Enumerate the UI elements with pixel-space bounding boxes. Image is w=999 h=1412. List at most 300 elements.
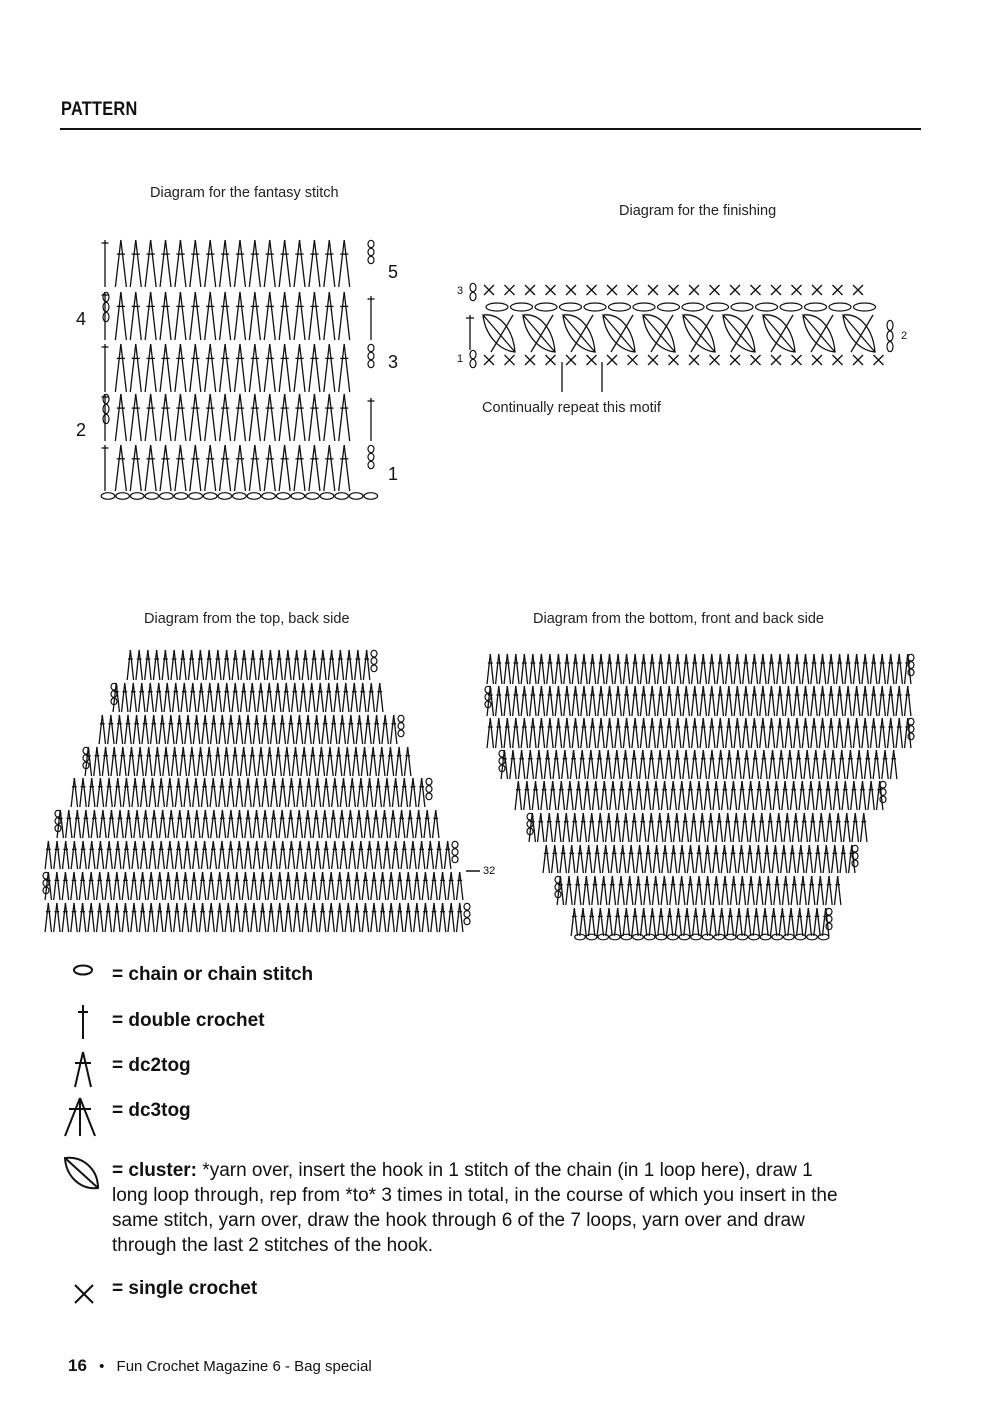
dc2tog-stitch [521,718,524,748]
dc2tog-stitch [850,750,853,779]
dc2tog-stitch [802,686,805,716]
dc2tog-stitch [552,845,555,873]
dc2tog-stitch [756,908,759,936]
dc2tog-stitch [601,718,604,748]
dc2tog-stitch [862,718,865,748]
chain-stitch [795,934,806,940]
dc2tog-stitch [788,654,791,684]
dc2tog-stitch [809,845,812,873]
dc2tog-stitch [796,908,799,936]
dc2tog-stitch [664,876,667,905]
dc2tog-stitch [752,750,755,779]
dc2tog-stitch [619,845,622,873]
dc2tog-stitch [640,908,643,936]
dc2tog-stitch [645,845,648,873]
dc2tog-stitch [598,718,601,748]
dc2tog-stitch [614,750,617,779]
dc2tog-stitch [581,718,584,748]
dc2tog-stitch [781,750,784,779]
dc2tog-stitch [618,654,621,684]
legend-sc-label: = single crochet [112,1278,258,1299]
dc2tog-stitch [806,718,809,748]
dc2tog-stitch [840,654,843,684]
dc2tog-stitch [575,686,578,716]
dc2tog-stitch [686,750,689,779]
dc2tog-stitch [908,686,911,716]
dc2tog-stitch [753,908,756,936]
dc2tog-stitch [643,813,646,842]
dc2tog-stitch [899,718,902,748]
dc2tog-stitch [771,654,774,684]
dc2tog-stitch [574,750,577,779]
finishing-row-2: 2 [901,330,908,342]
chain-stitch [726,934,737,940]
dc2tog-stitch [699,781,702,810]
dc2tog-stitch [859,750,862,779]
dc2tog-stitch [756,781,759,810]
dc2tog-stitch [600,876,603,905]
dc2tog-stitch [575,718,578,748]
dc2tog-stitch [797,718,800,748]
dc2tog-stitch [648,750,651,779]
dc2tog-stitch [862,781,865,810]
dc2tog-stitch [739,781,742,810]
dc2tog-stitch [819,686,822,716]
dc2tog-stitch [691,813,694,842]
dc2tog-stitch [794,781,797,810]
dc2tog-stitch [541,781,544,810]
finishing-row-1: 1 [457,353,464,365]
dc2tog-stitch [567,686,570,716]
bottom-caption: Diagram from the bottom, front and back side [533,611,824,627]
dc2tog-stitch [677,750,680,779]
dc2tog-stitch [808,908,811,936]
dc2tog-stitch [591,750,594,779]
dc2tog-stitch [566,876,569,905]
dc2tog-stitch [773,750,776,779]
dc2tog-stitch [652,876,655,905]
dc2tog-stitch [870,718,873,748]
dc2tog-stitch [835,813,838,842]
dc2tog-stitch [669,750,672,779]
dc2tog-stitch [790,781,793,810]
section-title: PATTERN [61,99,138,120]
dc2tog-stitch [666,718,669,748]
dc2tog-stitch [700,750,703,779]
dc2tog-stitch [720,686,723,716]
dc2tog-stitch [596,781,599,810]
dc2tog-stitch [712,654,715,684]
dc2tog-stitch [820,876,823,905]
dc2tog-stitch [853,718,856,748]
dc2tog-stitch [541,686,544,716]
dc2tog-stitch [768,718,771,748]
fantasy-row-1: 1 [388,464,399,484]
dc2tog-stitch [618,686,621,716]
dc2tog-stitch [704,845,707,873]
dc2tog-stitch [828,654,831,684]
chain-stitch [691,934,702,940]
dc2tog-stitch [790,750,793,779]
dc2tog-stitch [684,908,687,936]
dc2tog-stitch [579,750,582,779]
dc2tog-stitch [666,750,669,779]
top-row-marker: 32 [483,865,496,877]
dc2tog-stitch [788,908,791,936]
dc2tog-stitch [626,908,629,936]
dc2tog-stitch [851,781,854,810]
dc2tog-stitch [743,750,746,779]
dc2tog-stitch [853,654,856,684]
dc2tog-stitch [745,813,748,842]
dc2tog-stitch [644,908,647,936]
dc2tog-stitch [811,781,814,810]
dc2tog-stitch [516,686,519,716]
dc2tog-stitch [849,845,852,873]
fantasy-row-3: 3 [388,352,399,372]
dc2tog-stitch [609,908,612,936]
dc2tog-stitch [550,718,553,748]
dc2tog-stitch [548,750,551,779]
dc2tog-stitch [742,813,745,842]
dc2tog-stitch [563,845,566,873]
dc2tog-stitch [709,750,712,779]
dc2tog-stitch [857,686,860,716]
dc2tog-stitch [704,908,707,936]
dc2tog-stitch [856,750,859,779]
dc2tog-stitch [490,654,493,684]
dc2tog-stitch [632,718,635,748]
dc2tog-stitch [538,654,541,684]
dc2tog-stitch [487,718,490,748]
dc2tog-stitch [661,654,664,684]
dc2tog-stitch [768,654,771,684]
dc2tog-stitch [802,654,805,684]
publication-name: Fun Crochet Magazine 6 - Bag special [116,1358,372,1375]
dc2tog-stitch [823,686,826,716]
dc2tog-stitch [747,781,750,810]
dc2tog-stitch [657,845,660,873]
dc2tog-stitch [524,781,527,810]
dc2tog-stitch [589,845,592,873]
dc2tog-stitch [768,686,771,716]
dc2tog-stitch [805,908,808,936]
dc2tog-stitch [547,654,550,684]
dc2tog-stitch [786,876,789,905]
dc2tog-stitch [546,813,549,842]
dc2tog-stitch [687,908,690,936]
dc2tog-stitch [673,876,676,905]
dc2tog-stitch [717,750,720,779]
dc2tog-stitch [558,781,561,810]
dc2tog-stitch [618,718,621,748]
dc2tog-stitch [876,750,879,779]
dc2tog-stitch [812,876,815,905]
dc2tog-stitch [773,781,776,810]
dc2tog-stitch [718,908,721,936]
dc2tog-stitch [687,845,690,873]
dc2tog-stitch [600,750,603,779]
dc2tog-stitch [763,718,766,748]
dc2tog-stitch [721,750,724,779]
dc2tog-stitch [614,813,617,842]
dc2tog-stitch [687,876,690,905]
dc2tog-stitch [788,718,791,748]
dc2tog-stitch [606,686,609,716]
dc2tog-stitch [891,654,894,684]
dc2tog-stitch [617,750,620,779]
dc2tog-stitch [527,781,530,810]
dc2tog-stitch [686,718,689,748]
dc2tog-stitch [682,813,685,842]
dc2tog-stitch [896,654,899,684]
dc2tog-stitch [905,654,908,684]
dc2tog-stitch [780,686,783,716]
dc2tog-stitch [810,813,813,842]
dc2tog-stitch [710,908,713,936]
dc2tog-stitch [580,908,583,936]
dc2tog-stitch [762,908,765,936]
dc2tog-stitch [625,750,628,779]
dc2tog-stitch [699,845,702,873]
dc2tog-stitch [726,718,729,748]
dc2tog-stitch [611,845,614,873]
dc2tog-stitch [751,781,754,810]
dc2tog-stitch [719,813,722,842]
dc2tog-stitch [703,686,706,716]
dc2tog-stitch [700,686,703,716]
dc2tog-stitch [780,718,783,748]
dc2tog-stitch [521,686,524,716]
dc2tog-stitch [589,718,592,748]
dc2tog-stitch [631,845,634,873]
dc2tog-stitch [845,718,848,748]
dc2tog-stitch [779,813,782,842]
dc2tog-stitch [764,845,767,873]
dc2tog-stitch [771,686,774,716]
dc2tog-stitch [553,750,556,779]
dc2tog-stitch [827,813,830,842]
dc2tog-stitch [828,781,831,810]
dc2tog-stitch [622,781,625,810]
dc2tog-stitch [708,876,711,905]
dc2tog-stitch [507,686,510,716]
chain-stitch [656,934,667,940]
dc2tog-stitch [584,718,587,748]
dc2tog-stitch [728,813,731,842]
dc2tog-stitch [879,686,882,716]
dc2tog-stitch [724,845,727,873]
dc2tog-stitch [632,908,635,936]
dc2tog-stitch [844,813,847,842]
dc2tog-stitch [703,718,706,748]
dc2tog-stitch [845,654,848,684]
dc2tog-stitch [627,718,630,748]
dc2tog-stitch [862,654,865,684]
dc2tog-stitch [814,686,817,716]
dc2tog-stitch [543,845,546,873]
dc2tog-stitch [751,654,754,684]
dc2tog-stitch [785,781,788,810]
dc2tog-stitch [581,686,584,716]
dc2tog-stitch [765,876,768,905]
dc2tog-stitch [825,781,828,810]
dc2tog-stitch [761,750,764,779]
dc2tog-stitch [648,813,651,842]
dc2tog-stitch [606,718,609,748]
dc2tog-stitch [696,781,699,810]
dc2tog-stitch [656,781,659,810]
dc2tog-stitch [896,686,899,716]
dc2tog-stitch [593,654,596,684]
dc2tog-stitch [785,654,788,684]
dc2tog-stitch [574,908,577,936]
dc2tog-stitch [627,686,630,716]
dc2tog-stitch [836,718,839,748]
dc2tog-stitch [668,813,671,842]
dc2tog-stitch [518,781,521,810]
dc2tog-stitch [888,654,891,684]
dc2tog-stitch [640,813,643,842]
dc2tog-stitch [829,876,832,905]
dc2tog-stitch [770,908,773,936]
dc2tog-stitch [835,845,838,873]
dc2tog-stitch [733,845,736,873]
dc2tog-stitch [905,686,908,716]
dc2tog-stitch [791,908,794,936]
dc2tog-stitch [771,718,774,748]
dc2tog-stitch [711,813,714,842]
dc2tog-stitch [665,845,668,873]
dc2tog-stitch [644,686,647,716]
dc2tog-stitch [586,876,589,905]
dc2tog-stitch [804,750,807,779]
dc2tog-stitch [716,845,719,873]
dc2tog-stitch [800,876,803,905]
dc2tog-stitch [754,686,757,716]
dc2tog-icon [68,1050,98,1090]
dc2tog-stitch [606,654,609,684]
dc2tog-stitch [513,750,516,779]
dc2tog-stitch [683,718,686,748]
dc2tog-stitch [584,781,587,810]
dc2tog-stitch [632,686,635,716]
dc2tog-stitch [739,908,742,936]
dc2tog-stitch [717,718,720,748]
dc2tog-stitch [618,908,621,936]
dc2tog-stitch [729,654,732,684]
dc2tog-stitch [816,781,819,810]
dc2tog-stitch [725,876,728,905]
dc2tog-stitch [592,876,595,905]
dc2tog-stitch [627,654,630,684]
dc2tog-stitch [791,876,794,905]
dc2tog-stitch [530,686,533,716]
dc2tog-stitch [644,876,647,905]
dc2tog-stitch [691,750,694,779]
dc2tog-stitch [635,876,638,905]
dc2tog-stitch [694,813,697,842]
dc2tog-stitch [848,718,851,748]
dc2tog-stitch [634,813,637,842]
dc2tog-stitch [652,654,655,684]
dc2tog-stitch [640,750,643,779]
dc2tog-stitch [580,813,583,842]
fantasy-row-4: 4 [76,309,87,329]
dc2tog-stitch [821,813,824,842]
dc2tog-stitch [764,750,767,779]
dc2tog-stitch [587,781,590,810]
dc2tog-stitch [683,686,686,716]
dc2tog-stitch [743,654,746,684]
dc2tog-stitch [546,845,549,873]
dc2tog-stitch [613,781,616,810]
dc2tog-stitch [871,781,874,810]
dc2tog-stitch [610,781,613,810]
dc2tog-stitch [530,654,533,684]
dc2tog-stitch [774,908,777,936]
dc2tog-stitch [787,813,790,842]
dc2tog-stitch [606,908,609,936]
legend-cluster-text: = cluster: *yarn over, insert the hook in 1 stitch of the chain (in 1 loop here), draw 1 long loop through, rep from *to* 3 times in total, in the course of which you insert in the same stitch, yarn over, draw the hook through 6 of the 7 loops, yarn over and draw through the last 2 stitches of the hook. [112,1160,838,1256]
dc2tog-stitch [567,781,570,810]
dc2tog-stitch [690,876,693,905]
dc2tog-stitch [678,876,681,905]
chain-stitch [749,934,760,940]
dc2tog-stitch [695,750,698,779]
dc2tog-stitch [674,813,677,842]
dc2tog-stitch [742,781,745,810]
dc2tog-stitch [746,686,749,716]
dc2tog-stitch [814,654,817,684]
dc2tog-stitch [604,876,607,905]
dc2tog-stitch [636,781,639,810]
dc2tog-stitch [772,845,775,873]
dc2tog-stitch [818,845,821,873]
dc2tog-stitch [865,686,868,716]
dc2tog-stitch [507,654,510,684]
dc2tog-stitch [747,750,750,779]
dc2tog-stitch [640,654,643,684]
dc2tog-stitch [652,718,655,748]
dc2tog-stitch [754,654,757,684]
dc2tog-stitch [708,781,711,810]
dc2tog-stitch [803,876,806,905]
dc2tog-stitch [566,813,569,842]
chain-stitch [880,781,886,788]
dc2tog-stitch [582,750,585,779]
dc2tog-stitch [765,781,768,810]
dc2tog-stitch [578,876,581,905]
dc2tog-stitch [763,686,766,716]
dc2tog-stitch [679,845,682,873]
dc2tog-stitch [610,654,613,684]
dc2tog-stitch [656,876,659,905]
dc2tog-stitch [707,845,710,873]
dc2tog-stitch [833,750,836,779]
dc2tog-stitch [677,813,680,842]
dc2tog-stitch [692,686,695,716]
dc2tog-stitch [864,813,867,842]
dc2tog-stitch [743,686,746,716]
dc2tog-stitch [657,654,660,684]
dc2tog-stitch [890,750,893,779]
dc2tog-stitch [660,813,663,842]
dc2tog-stitch [899,686,902,716]
dc2tog-stitch [695,686,698,716]
dc2tog-stitch [665,813,668,842]
dc2tog-stitch [802,718,805,748]
